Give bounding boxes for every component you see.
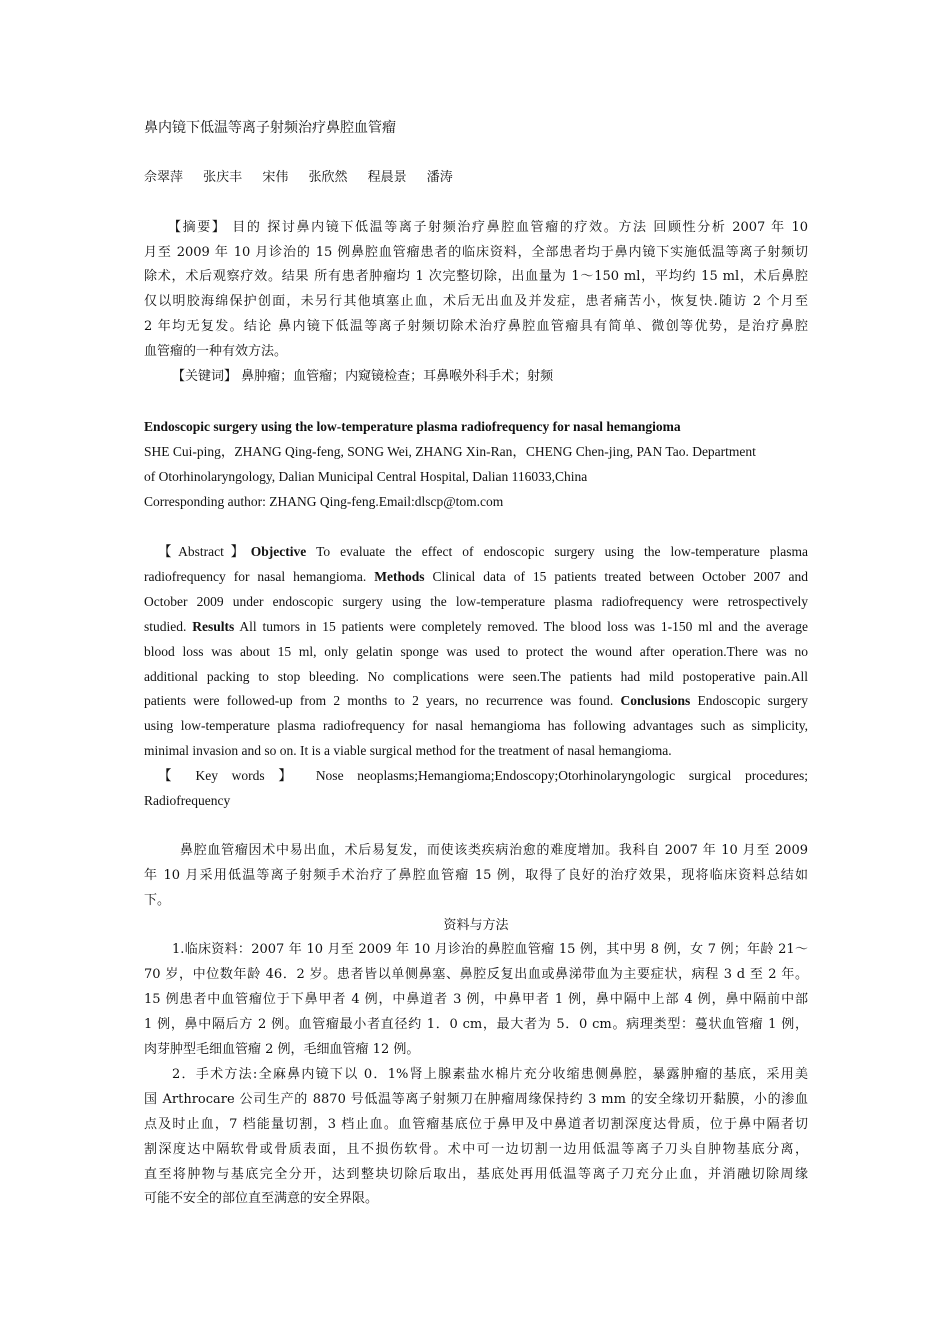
author-name: 佘翠萍	[144, 170, 184, 185]
author-name: 张欣然	[308, 170, 348, 185]
abstract-cn-line: 血管瘤的一种有效方法。	[144, 344, 288, 359]
keywords-en: Radiofrequency	[144, 793, 231, 808]
intro-line: 年 10 月采用低温等离子射频手术治疗了鼻腔血管瘤 15 例，取得了良好的治疗效果，现将临床资料总结如	[144, 868, 808, 883]
authors-en-line: SHE Cui-ping，ZHANG Qing-feng, SONG Wei, ZHANG Xin-Ran，CHENG Chen-jing, PAN Tao. Department	[144, 444, 756, 459]
section2-line: 2．手术方法:全麻鼻内镜下以 0．1%肾上腺素盐水棉片充分收缩患侧鼻腔，暴露肿瘤的基底，采用美	[172, 1067, 808, 1082]
title-en: Endoscopic surgery using the low-temperature plasma radiofrequency for nasal hemangioma	[144, 419, 681, 434]
section1-line: 1 例，鼻中隔后方 2 例。血管瘤最小者直径约 1．0 cm，最大者为 5．0 cm。病理类型：蔓状血管瘤 1 例，	[144, 1017, 808, 1032]
intro-line: 鼻腔血管瘤因术中易出血，术后易复发，而使该类疾病治愈的难度增加。我科自 2007 年 10 月至 2009	[180, 843, 808, 858]
methods-label: Methods	[374, 569, 425, 584]
abstract-en-line: 【Abstract】Objective To evaluate the effect of endoscopic surgery using the low-temperature plasma	[158, 544, 809, 559]
keywords-en: 【 Key words 】 Nose neoplasms;Hemangioma;Endoscopy;Otorhinolaryngologic surgical procedures;	[158, 768, 808, 783]
abstract-cn-line: 2 年均无复发。结论 鼻内镜下低温等离子射频切除术治疗鼻腔血管瘤具有简单、微创等优势，是治疗鼻腔	[144, 319, 808, 334]
section1-line: 70 岁，中位数年龄 46．2 岁。患者皆以单侧鼻塞、鼻腔反复出血或鼻涕带血为主要症状，病程 3 d 至 2 年。	[144, 967, 808, 982]
conclusions-label: Conclusions	[620, 693, 691, 708]
results-label: Results	[192, 619, 235, 634]
author-name: 张庆丰	[203, 170, 243, 185]
abstract-cn-line: 月至 2009 年 10 月诊治的 15 例鼻腔血管瘤患者的临床资料，全部患者均于鼻内镜下实施低温等离子射频切	[144, 245, 808, 260]
abstract-cn-line: 除术，术后观察疗效。结果 所有患者肿瘤均 1 次完整切除，出血量为 1～150 ml，平均约 15 ml，术后鼻腔	[144, 269, 808, 284]
section2-line: 割深度达中隔软骨或骨质表面，且不损伤软骨。术中可一边切割一边用低温等离子刀头自肿物基底分离，	[144, 1142, 808, 1157]
section1-line: 1.临床资料：2007 年 10 月至 2009 年 10 月诊治的鼻腔血管瘤 15 例，其中男 8 例，女 7 例；年龄 21～	[172, 942, 808, 957]
section1-line: 肉芽肿型毛细血管瘤 2 例，毛细血管瘤 12 例。	[144, 1042, 420, 1057]
author-name: 程晨景	[367, 170, 407, 185]
section1-line: 15 例患者中血管瘤位于下鼻甲者 4 例，中鼻道者 3 例，中鼻甲者 1 例，鼻中隔中上部 4 例，鼻中隔前中部	[144, 992, 808, 1007]
title-cn: 鼻内镜下低温等离子射频治疗鼻腔血管瘤	[144, 120, 396, 136]
author-name: 潘涛	[426, 170, 453, 185]
affiliation-en: of Otorhinolaryngology, Dalian Municipal Central Hospital, Dalian 116033,China	[144, 469, 588, 484]
abstract-en-line: using low-temperature plasma radiofrequency for nasal hemangioma has following advantages such as simplicity,	[144, 718, 808, 733]
abstract-en-line: patients were followed-up from 2 months to 2 years, no recurrence was found. Conclusions Endoscopic surgery	[144, 693, 809, 708]
abstract-en-line: additional packing to stop bleeding. No complications were seen.The patients had mild postoperative pain.All	[144, 669, 808, 684]
keywords-cn: 【关键词】 鼻肿瘤；血管瘤；内窥镜检查；耳鼻喉外科手术；射频	[172, 369, 554, 384]
abstract-en-line: studied. Results All tumors in 15 patients were completely removed. The blood loss was 1-150 ml and the average	[144, 619, 808, 634]
objective-label: Objective	[250, 544, 307, 559]
corresponding-author: Corresponding author: ZHANG Qing-feng.Email:dlscp@tom.com	[144, 494, 504, 509]
author-name: 宋伟	[262, 170, 289, 185]
abstract-en-line: October 2009 under endoscopic surgery using the low-temperature plasma radiofrequency were retrospectively	[144, 594, 808, 609]
section2-line: 点及时止血，7 档能量切割，3 档止血。血管瘤基底位于鼻甲及中鼻道者切割深度达骨质，位于鼻中隔者切	[144, 1117, 808, 1132]
abstract-cn-line: 【摘要】 目的 探讨鼻内镜下低温等离子射频治疗鼻腔血管瘤的疗效。方法 回顾性分析 2007 年 10	[168, 220, 808, 235]
abstract-cn-line: 仅以明胶海绵保护创面，未另行其他填塞止血，术后无出血及并发症，患者痛苦小，恢复快.随访 2 个月至	[144, 294, 808, 309]
abstract-label: 【Abstract】	[158, 544, 251, 559]
intro-line: 下。	[144, 893, 171, 908]
abstract-en-line: blood loss was about 15 ml, only gelatin sponge was used to protect the wound after operation.There was no	[144, 644, 808, 659]
section-heading: 资料与方法	[443, 918, 509, 933]
section2-line: 可能不安全的部位直至满意的安全界限。	[144, 1191, 379, 1206]
authors-cn	[144, 169, 469, 187]
section2-line: 国 Arthrocare 公司生产的 8870 号低温等离子射频刀在肿瘤周缘保持约 3 mm 的安全缘切开黏膜，小的渗血	[144, 1092, 808, 1107]
section2-line: 直至将肿物与基底完全分开，达到整块切除后取出，基底处再用低温等离子刀充分止血，并消融切除周缘	[144, 1167, 808, 1182]
abstract-en-line: radiofrequency for nasal hemangioma. Methods Clinical data of 15 patients treated between October 2007 and	[144, 569, 809, 584]
abstract-en-line: minimal invasion and so on. It is a viable surgical method for the treatment of nasal hemangioma.	[144, 743, 672, 758]
